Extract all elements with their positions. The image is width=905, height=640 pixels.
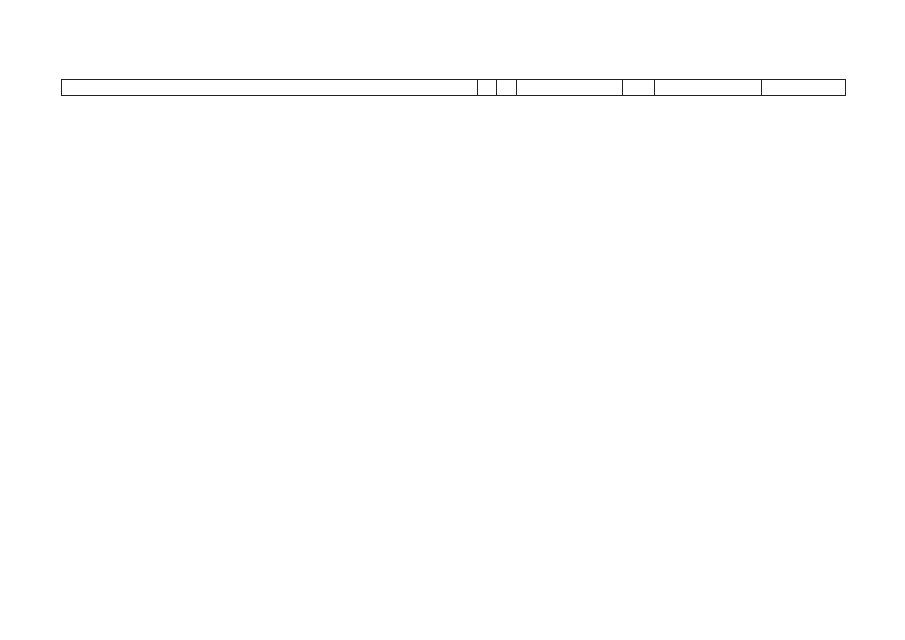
header-col-3	[497, 80, 517, 95]
header-col-1	[62, 80, 478, 95]
header-col-6	[655, 80, 762, 95]
header-col-2	[478, 80, 497, 95]
header-col-4	[517, 80, 623, 95]
header-col-5	[623, 80, 655, 95]
table-header	[61, 79, 846, 96]
header-col-7	[762, 80, 845, 95]
